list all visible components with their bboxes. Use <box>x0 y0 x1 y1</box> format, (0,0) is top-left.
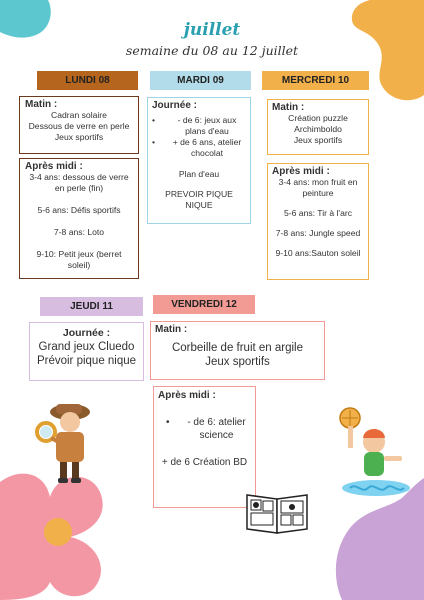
lundi-matin-item: Dessous de verre en perle <box>28 121 130 131</box>
day-header-jeudi: JEUDI 11 <box>40 297 143 316</box>
mercredi-matin-item: Création puzzle <box>288 113 348 123</box>
mardi-line: Plan d'eau <box>178 169 220 179</box>
jeudi-line: Prévoir pique nique <box>36 355 137 367</box>
mercredi-pm-heading: Après midi : <box>272 166 330 177</box>
lundi-pm-heading: Après midi : <box>25 161 83 172</box>
mardi-line: PREVOIR PIQUE NIQUE <box>165 189 233 210</box>
day-header-mardi: MARDI 09 <box>150 71 251 90</box>
mardi-journee-box <box>147 97 251 224</box>
mercredi-matin-heading: Matin : <box>272 102 305 113</box>
vendredi-matin-item: Jeux sportifs <box>205 356 270 368</box>
mercredi-pm-item: 9-10 ans:Sauton soleil <box>275 248 361 258</box>
comic-book-illustration <box>244 491 310 537</box>
mardi-heading: Journée : <box>152 100 198 111</box>
lundi-matin-heading: Matin : <box>25 99 58 110</box>
mercredi-matin-item: Jeux sportifs <box>293 135 343 145</box>
page-title: juillet <box>183 20 241 40</box>
mercredi-pm-item: 7-8 ans: Jungle speed <box>275 228 361 238</box>
lundi-pm-item: 3-4 ans: dessous de verre en perle (fin) <box>29 172 129 193</box>
vendredi-pm-bullet: • - de 6: atelier science <box>166 416 251 442</box>
day-header-mercredi: MERCREDI 10 <box>262 71 369 90</box>
day-header-vendredi: VENDREDI 12 <box>153 295 255 314</box>
vendredi-matin-box <box>150 321 325 380</box>
lundi-pm-item: 9-10: Petit jeux (berret soleil) <box>36 249 122 270</box>
vendredi-matin-item: Corbeille de fruit en argile <box>171 342 304 354</box>
mercredi-matin-item: Archimboldo <box>294 124 342 134</box>
lundi-matin-box <box>19 96 139 154</box>
day-header-lundi: LUNDI 08 <box>37 71 138 90</box>
jeudi-journee-box <box>29 322 144 381</box>
mardi-bullet-item: • - de 6: jeux aux plans d'eau <box>152 115 246 137</box>
water-polo-player-illustration <box>336 404 418 500</box>
lundi-matin-item: Cadran solaire <box>51 110 107 120</box>
lundi-matin-item: Jeux sportifs <box>54 132 104 142</box>
lundi-apres-midi-box <box>19 158 139 279</box>
page-subtitle: semaine du 08 au 12 juillet <box>125 43 299 58</box>
vendredi-matin-heading: Matin : <box>155 324 188 335</box>
mercredi-pm-item: 3-4 ans: mon fruit en peinture <box>278 177 358 198</box>
detective-illustration <box>34 398 102 486</box>
mercredi-matin-box <box>267 99 369 155</box>
jeudi-heading: Journée : <box>62 327 111 339</box>
mardi-bullet-item: • + de 6 ans, atelier chocolat <box>152 137 246 159</box>
lundi-pm-item: 7-8 ans: Loto <box>53 227 105 237</box>
vendredi-pm-heading: Après midi : <box>158 390 216 401</box>
vendredi-pm-line: + de 6 Création BD <box>161 457 248 468</box>
lundi-pm-item: 5-6 ans: Défis sportifs <box>37 205 121 215</box>
jeudi-line: Grand jeux Cluedo <box>38 341 135 353</box>
mercredi-apres-midi-box <box>267 163 369 280</box>
vendredi-apres-midi-box <box>153 386 256 508</box>
mercredi-pm-item: 5-6 ans: Tir à l'arc <box>283 208 353 218</box>
